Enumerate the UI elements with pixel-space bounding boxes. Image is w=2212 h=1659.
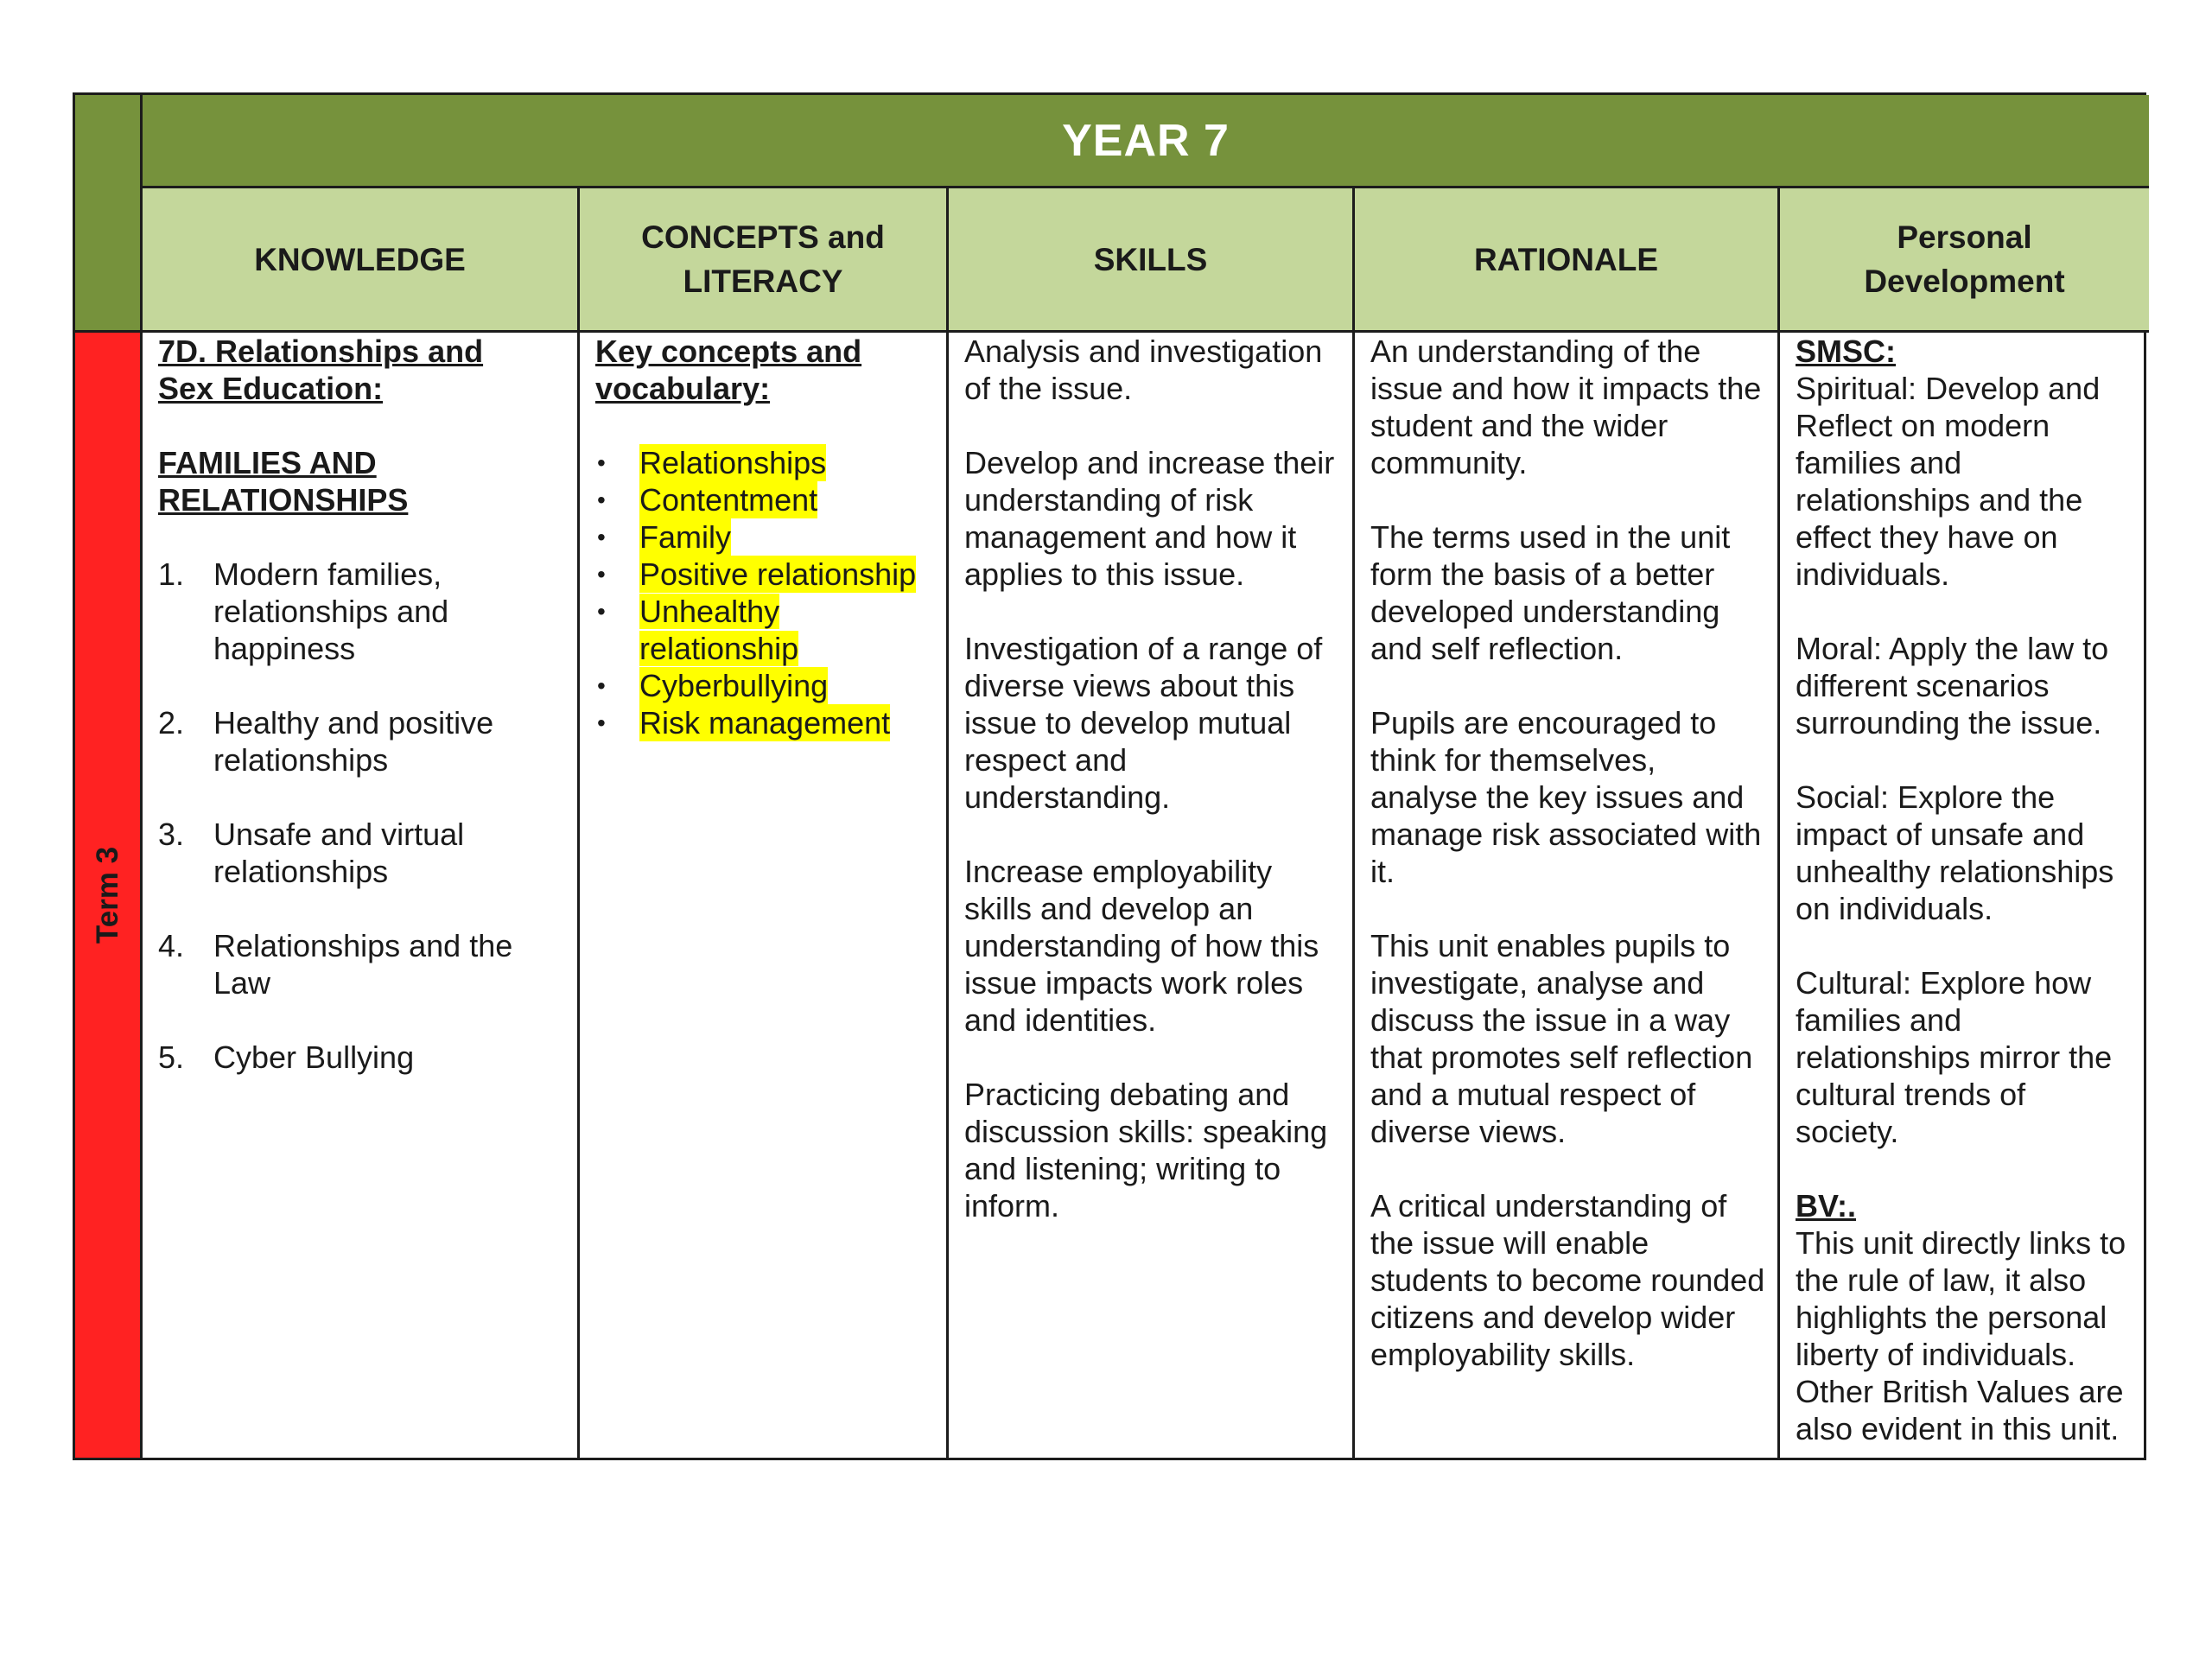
vocab-term: Contentment	[639, 482, 818, 518]
header-personal-development	[1777, 188, 2149, 333]
header-knowledge-label: KNOWLEDGE	[254, 241, 466, 277]
topic-item	[158, 1039, 565, 1076]
skills-paragraph: Develop and increase their understanding of risk management and how it applies to this issue.	[964, 445, 1335, 592]
topic-item	[158, 704, 565, 779]
vocab-term: Risk management	[639, 705, 891, 741]
skills-paragraph: Increase employability skills and develop an understanding of how this issue impacts work roles and identities.	[964, 854, 1319, 1038]
topic-item	[158, 556, 565, 667]
vocab-item	[595, 518, 934, 556]
concepts-heading-line: Key concepts and	[595, 334, 862, 369]
header-personal-line: Personal	[1897, 219, 2032, 255]
topic-number: 4.	[158, 928, 185, 963]
smsc-paragraph: Social: Explore the impact of unsafe and unhealthy relationships on individuals.	[1796, 779, 2114, 926]
header-rationale	[1352, 188, 1777, 333]
smsc-heading: SMSC:	[1796, 334, 1896, 369]
topic-text: Modern families, relationships and happiness	[213, 556, 449, 666]
smsc-paragraph: Spiritual: Develop and Reflect on modern families and relationships and the effect they have on individuals.	[1796, 371, 2101, 592]
bullet: •	[597, 598, 606, 625]
rationale-paragraph: The terms used in the unit form the basis of a better developed understanding and self reflection.	[1370, 519, 1731, 666]
topic-text: Relationships and the Law	[213, 928, 513, 1001]
rationale-paragraph: A critical understanding of the issue will enable students to become rounded citizens and develop wider employability skills.	[1370, 1188, 1765, 1372]
vocab-list	[595, 444, 934, 741]
concepts-cell	[577, 333, 946, 1458]
smsc-paragraph: Cultural: Explore how families and relationships mirror the cultural trends of society.	[1796, 965, 2113, 1149]
topic-number: 1.	[158, 556, 185, 592]
vocab-term: Unhealthy relationship	[639, 594, 799, 666]
vocab-term: Positive relationship	[639, 556, 917, 592]
topic-item	[158, 927, 565, 1001]
vocab-term: Relationships	[639, 445, 827, 480]
vocab-item	[595, 704, 934, 741]
bullet: •	[597, 449, 606, 476]
vocab-item	[595, 556, 934, 593]
skills-paragraph: Investigation of a range of diverse views about this issue to develop mutual respect and understanding.	[964, 631, 1323, 815]
section-title	[158, 444, 565, 518]
topic-number: 2.	[158, 705, 185, 741]
section-title-line: RELATIONSHIPS	[158, 482, 409, 518]
topic-text: Unsafe and virtual relationships	[213, 817, 465, 889]
vocab-term: Family	[639, 519, 731, 555]
header-concepts-line: LITERACY	[683, 264, 843, 299]
header-skills	[946, 188, 1352, 333]
rationale-paragraph: An understanding of the issue and how it impacts the student and the wider community.	[1370, 334, 1762, 480]
rationale-paragraph: Pupils are encouraged to think for themselves, analyse the key issues and manage risk associated with it.	[1370, 705, 1762, 889]
knowledge-cell	[140, 333, 577, 1458]
header-skills-label: SKILLS	[1093, 241, 1208, 277]
term-strip	[75, 330, 140, 1458]
vocab-item	[595, 481, 934, 518]
topic-number: 3.	[158, 817, 185, 852]
header-knowledge	[140, 188, 577, 333]
topic-list	[158, 556, 565, 1076]
concepts-heading	[595, 333, 934, 407]
vocab-item	[595, 667, 934, 704]
term-label: Term 3	[90, 846, 124, 944]
skills-paragraph: Analysis and investigation of the issue.	[964, 334, 1323, 406]
personal-development-cell	[1777, 333, 2149, 1458]
vocab-item	[595, 593, 934, 667]
vocab-item	[595, 444, 934, 481]
header-rationale-label: RATIONALE	[1473, 241, 1659, 277]
topic-number: 5.	[158, 1039, 185, 1075]
bullet: •	[597, 709, 606, 736]
topic-text: Cyber Bullying	[213, 1039, 415, 1075]
skills-cell	[946, 333, 1352, 1458]
header-concepts-line: CONCEPTS and	[641, 219, 885, 255]
topic-text: Healthy and positive relationships	[213, 705, 494, 778]
bullet: •	[597, 561, 606, 588]
curriculum-table	[73, 92, 2146, 1460]
bullet: •	[597, 486, 606, 513]
section-title-line: FAMILIES AND	[158, 445, 377, 480]
topic-item	[158, 816, 565, 890]
unit-title-line: Sex Education:	[158, 371, 384, 406]
smsc-paragraph: Moral: Apply the law to different scenarios surrounding the issue.	[1796, 631, 2109, 741]
unit-title	[158, 333, 565, 407]
year-title: YEAR 7	[140, 95, 2149, 188]
year-banner-strip	[75, 95, 140, 333]
header-concepts	[577, 188, 946, 333]
vocab-term: Cyberbullying	[639, 668, 829, 703]
rationale-cell	[1352, 333, 1777, 1458]
bullet: •	[597, 524, 606, 550]
rationale-paragraph: This unit enables pupils to investigate, analyse and discuss the issue in a way that promotes self reflection and a mutual respect of diverse views.	[1370, 928, 1753, 1149]
unit-title-line: 7D. Relationships and	[158, 334, 484, 369]
header-personal-line: Development	[1864, 264, 2065, 299]
bv-paragraph: This unit directly links to the rule of law, it also highlights the personal liberty of individuals. Other British Values are also evident in this unit.	[1796, 1225, 2126, 1446]
skills-paragraph: Practicing debating and discussion skills: speaking and listening; writing to inform.	[964, 1077, 1328, 1224]
concepts-heading-line: vocabulary:	[595, 371, 771, 406]
bullet: •	[597, 672, 606, 699]
bv-heading: BV:.	[1796, 1188, 1857, 1224]
